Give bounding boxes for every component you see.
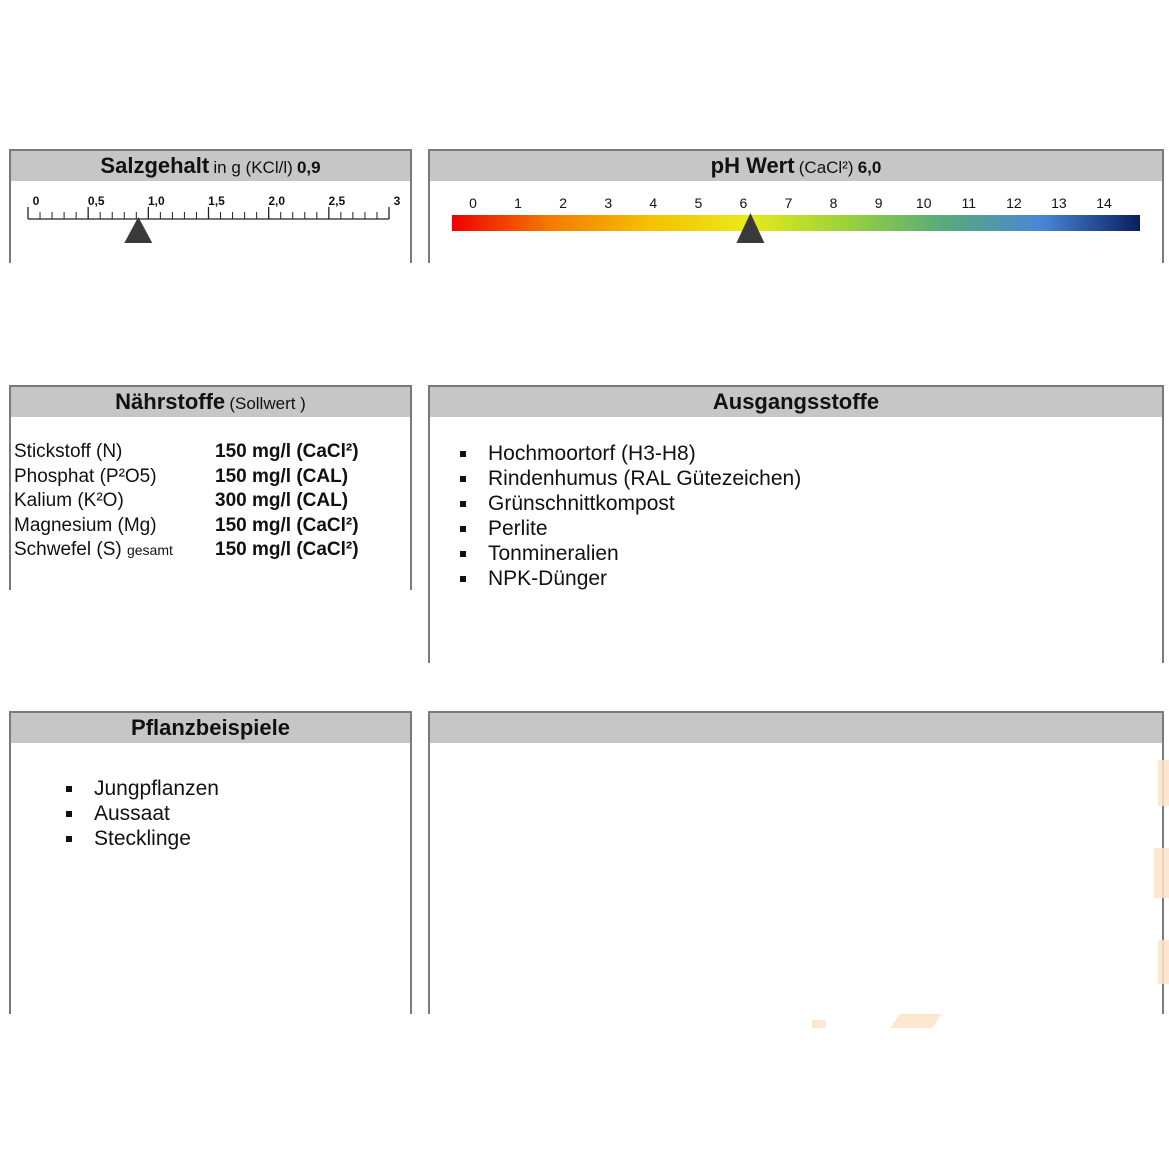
salzgehalt-title: Salzgehalt xyxy=(100,153,210,178)
ruler-tick-label: 2,0 xyxy=(268,194,286,208)
ruler-tick-label: 1,5 xyxy=(208,194,225,208)
ph-gradient-bar xyxy=(452,215,1140,231)
ph-value: 6,0 xyxy=(857,158,882,177)
ph-tick-label: 7 xyxy=(784,195,793,211)
naehrstoffe-panel xyxy=(9,385,412,590)
nutrient-value: 300 mg/l (CAL) xyxy=(215,490,349,511)
nutrient-value: 150 mg/l (CAL) xyxy=(215,465,349,487)
nutrient-name: Kalium (K²O) xyxy=(14,490,124,511)
ph-tick-label: 2 xyxy=(559,195,568,211)
ph-tick-label: 4 xyxy=(649,195,658,211)
list-item: Stecklinge xyxy=(66,826,219,851)
list-item: Aussaat xyxy=(66,801,219,826)
ruler-tick-label: 1,0 xyxy=(147,194,165,208)
watermark-fragment xyxy=(812,1020,826,1028)
ph-tick-label: 0 xyxy=(469,195,477,211)
watermark-fragment xyxy=(1158,940,1169,984)
nutrient-suffix: gesamt xyxy=(126,542,173,558)
nutrient-name: Magnesium (Mg) xyxy=(14,514,157,536)
ph-unit: (CaCl²) xyxy=(798,158,854,177)
pflanzbeispiele-list xyxy=(66,776,219,851)
ph-tick-label: 10 xyxy=(915,195,932,211)
list-item: Jungpflanzen xyxy=(66,776,219,801)
ph-tick-label: 3 xyxy=(604,195,613,211)
salzgehalt-header xyxy=(11,151,410,181)
ph-tick-label: 13 xyxy=(1051,195,1067,211)
ph-tick-label: 9 xyxy=(874,195,883,211)
nutrient-value: 150 mg/l (CaCl²) xyxy=(215,514,359,536)
list-item: Tonmineralien xyxy=(460,541,801,566)
salzgehalt-unit: in g (KCl/l) xyxy=(213,158,293,177)
watermark-fragment xyxy=(1154,848,1169,898)
nutrient-name: Stickstoff (N) xyxy=(14,441,123,462)
watermark-fragment xyxy=(890,1014,942,1028)
ausgangsstoffe-title: Ausgangsstoffe xyxy=(712,389,880,414)
ph-tick-label: 11 xyxy=(961,195,977,211)
salzgehalt-panel xyxy=(9,149,412,263)
ausgangsstoffe-list xyxy=(460,441,801,591)
ph-title: pH Wert xyxy=(710,153,795,178)
naehrstoffe-subtitle: (Sollwert ) xyxy=(229,394,306,413)
ausgangsstoffe-panel xyxy=(428,385,1164,663)
ruler-tick-label: 0 xyxy=(32,194,40,208)
naehrstoffe-header xyxy=(11,387,410,417)
pflanzbeispiele-panel xyxy=(9,711,412,1014)
ph-header xyxy=(430,151,1162,181)
nutrient-value: 150 mg/l (CaCl²) xyxy=(215,539,359,560)
ruler-tick-label: 0,5 xyxy=(87,194,105,208)
list-item: Perlite xyxy=(460,516,801,541)
list-item: NPK-Dünger xyxy=(460,566,801,591)
nutrient-name: Schwefel (S) xyxy=(14,539,122,560)
ph-tick-label: 8 xyxy=(829,195,838,211)
empty-panel-header xyxy=(430,713,1162,743)
list-item: Rindenhumus (RAL Gütezeichen) xyxy=(460,466,801,491)
ph-tick-label: 6 xyxy=(739,195,748,211)
pflanzbeispiele-title: Pflanzbeispiele xyxy=(131,715,290,740)
pflanzbeispiele-header xyxy=(11,713,410,743)
list-item: Grünschnittkompost xyxy=(460,491,801,516)
ph-tick-label: 1 xyxy=(514,195,522,211)
ph-tick-label: 14 xyxy=(1096,195,1112,211)
watermark-fragment xyxy=(1158,760,1169,806)
ph-tick-label: 12 xyxy=(1006,195,1022,211)
ruler-tick-label: 2,5 xyxy=(328,194,346,208)
salzgehalt-marker-icon xyxy=(124,217,152,243)
list-item: Hochmoortorf (H3-H8) xyxy=(460,441,801,466)
salzgehalt-value: 0,9 xyxy=(296,158,321,177)
ausgangsstoffe-header xyxy=(430,387,1162,417)
ph-panel xyxy=(428,149,1164,263)
nutrient-name: Phosphat (P²O5) xyxy=(14,465,157,487)
nutrient-value: 150 mg/l (CaCl²) xyxy=(215,441,359,462)
ph-tick-label: 5 xyxy=(694,195,703,211)
naehrstoffe-title: Nährstoffe xyxy=(115,389,226,414)
empty-panel xyxy=(428,711,1164,1014)
salzgehalt-scale xyxy=(11,181,410,263)
ph-scale xyxy=(430,181,1162,263)
ruler-tick-label: 3 xyxy=(393,194,401,208)
